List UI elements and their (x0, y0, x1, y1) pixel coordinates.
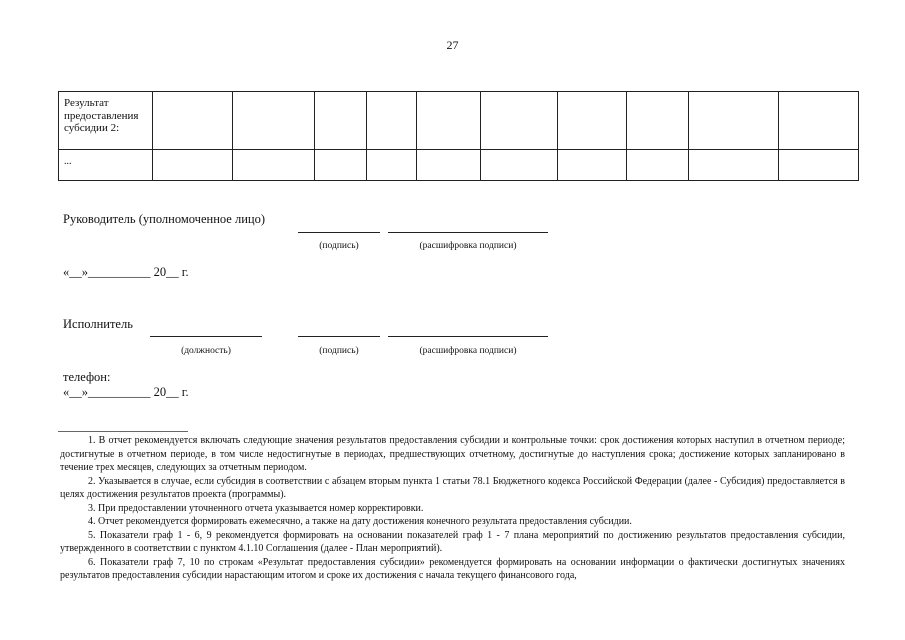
table-cell (689, 150, 779, 181)
footnote-2: 2. Указывается в случае, если субсидия в соответствии с абзацем вторым пункта 1 статьи 78.1 Бюджетного кодекса Российской Федерации (далее - Субсидия) предоставляется в целях достижения результатов проекта (программы). (60, 475, 845, 500)
executor-decoding-line (388, 336, 548, 337)
footnotes (60, 434, 845, 583)
page-number: 27 (446, 38, 459, 52)
head-label: Руководитель (уполномоченное лицо) (63, 212, 266, 226)
footnote-6: 6. Показатели граф 7, 10 по строкам «Результат предоставления субсидии» рекомендуется формировать на основании информации о фактически достигнутых значениях результатов предоставления субсидии нарастающим итогом и сроке их достижения с начала текущего финансового года, (60, 556, 845, 581)
table-cell (315, 150, 367, 181)
table-cell (627, 92, 689, 150)
date-line-2: «__»__________ 20__ г. (63, 385, 189, 399)
table-cell (367, 92, 417, 150)
table-cell (367, 150, 417, 181)
executor-label: Исполнитель (63, 317, 133, 331)
footnote-4: 4. Отчет рекомендуется формировать ежемесячно, а также на дату достижения конечного результата предоставления субсидии. (88, 516, 632, 527)
table-cell (689, 92, 779, 150)
table-cell (153, 150, 233, 181)
head-signature-line (298, 232, 380, 233)
head-decoding-line (388, 232, 548, 233)
row-label-ellipsis: ... (59, 150, 153, 181)
executor-position-caption: (должность) (181, 346, 231, 356)
table-cell (481, 92, 558, 150)
table-cell (315, 92, 367, 150)
phone-label: телефон: (63, 370, 111, 384)
table-row (59, 92, 859, 150)
head-decoding-caption: (расшифровка подписи) (419, 241, 517, 251)
table-row (59, 150, 859, 181)
executor-signature-caption: (подпись) (319, 346, 359, 356)
table-cell (417, 150, 481, 181)
footnote-5: 5. Показатели граф 1 - 6, 9 рекомендуется формировать на основании показателей граф 1 - 7 плана мероприятий по достижению результатов предоставления субсидии, утвержденного в соответствии с пунктом 4.1.10 Соглашения (далее - План мероприятий). (60, 529, 845, 554)
executor-position-line (150, 336, 262, 337)
date-line: «__»__________ 20__ г. (63, 265, 189, 279)
table-cell (627, 150, 689, 181)
footnote-separator (58, 431, 188, 432)
table-cell (417, 92, 481, 150)
table-cell (481, 150, 558, 181)
table-cell (233, 92, 315, 150)
executor-signature-line (298, 336, 380, 337)
result-table (58, 91, 859, 181)
executor-decoding-caption: (расшифровка подписи) (419, 346, 517, 356)
head-signature-caption: (подпись) (319, 241, 359, 251)
table-cell (153, 92, 233, 150)
table-cell (558, 150, 627, 181)
footnote-1: 1. В отчет рекомендуется включать следующие значения результатов предоставления субсидии и контрольные точки: срок достижения которых наступил в отчетном периоде; достигнутые в отчетном периоде, в том числе недостигнутые в периодах, предшествующих отчетному, достигнутые до наступления срока; достижение которых запланировано в течение трех месяцев, следующих за отчетным периодом. (60, 435, 845, 473)
table-cell (558, 92, 627, 150)
footnote-3: 3. При предоставлении уточненного отчета указывается номер корректировки. (88, 502, 424, 514)
row-label-result-2: Результат предоставления субсидии 2: (59, 92, 153, 150)
table-cell (779, 92, 859, 150)
table-cell (779, 150, 859, 181)
table-cell (233, 150, 315, 181)
